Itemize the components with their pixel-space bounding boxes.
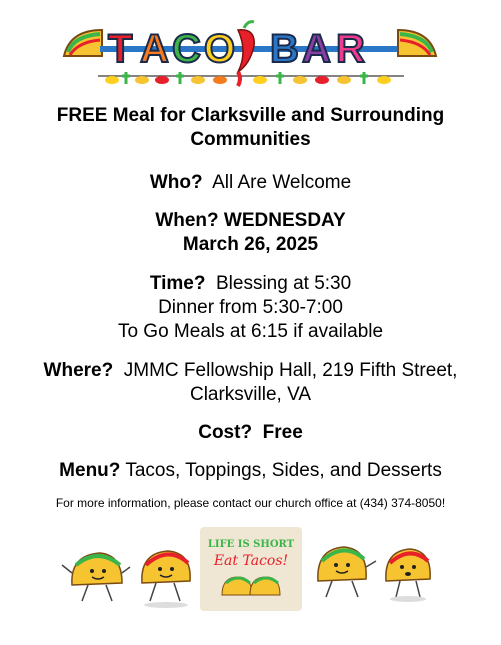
banner-letter-b: B — [270, 27, 299, 71]
where-label: Where? — [43, 360, 114, 381]
banner-letter-t: T — [108, 27, 133, 71]
menu-line — [0, 459, 501, 483]
who-value: All Are Welcome — [212, 172, 352, 193]
where-line — [0, 359, 501, 383]
garland-ornaments — [105, 72, 391, 86]
sign-line2: Eat Tacos! — [213, 553, 289, 569]
taco-art-row — [0, 525, 501, 625]
when-day — [0, 209, 501, 233]
cost-line — [0, 421, 501, 445]
time-blessing: Blessing at 5:30 — [215, 273, 352, 294]
who-label: Who? — [149, 172, 203, 193]
banner-letter-a2: A — [302, 27, 331, 71]
when-date: March 26, 2025 — [182, 234, 319, 255]
banner-letter-c: C — [172, 27, 201, 71]
when-label: When? — [155, 210, 219, 231]
time-line — [0, 272, 501, 296]
menu-value: Tacos, Toppings, Sides, and Desserts — [125, 460, 442, 481]
contact-info: For more information, please contact our church office at (434) 374-8050! — [55, 496, 446, 510]
banner-letter-a1: A — [140, 27, 169, 71]
when-day-value: WEDNESDAY — [223, 210, 346, 231]
time-togo: To Go Meals at 6:15 if available — [117, 321, 384, 342]
where-line2: Clarksville, VA — [189, 384, 312, 405]
flyer-content — [0, 104, 501, 511]
time-dinner: Dinner from 5:30-7:00 — [158, 297, 343, 318]
sign-line1: LIFE IS SHORT — [207, 539, 295, 550]
headline: FREE Meal for Clarksville and Surrounding Communities — [56, 105, 445, 150]
taco-icon-right — [398, 30, 436, 56]
taco-bar-banner — [0, 0, 501, 95]
cost-value: Free — [262, 422, 303, 443]
dancing-taco-icon-2 — [142, 551, 190, 608]
dancing-taco-icon-3 — [318, 547, 376, 597]
dancing-taco-icon-4 — [386, 549, 430, 602]
menu-label: Menu? — [59, 460, 121, 481]
taco-icon-left — [64, 30, 102, 56]
banner-letter-o: O — [204, 27, 236, 71]
where-line1: JMMC Fellowship Hall, 219 Fifth Street, — [123, 360, 458, 381]
who-line — [0, 171, 501, 195]
time-label: Time? — [149, 273, 206, 294]
banner-letter-r: R — [336, 27, 365, 71]
dancing-taco-icon-1 — [62, 553, 130, 601]
cost-label: Cost? — [198, 422, 253, 443]
life-is-short-sign — [200, 527, 302, 611]
